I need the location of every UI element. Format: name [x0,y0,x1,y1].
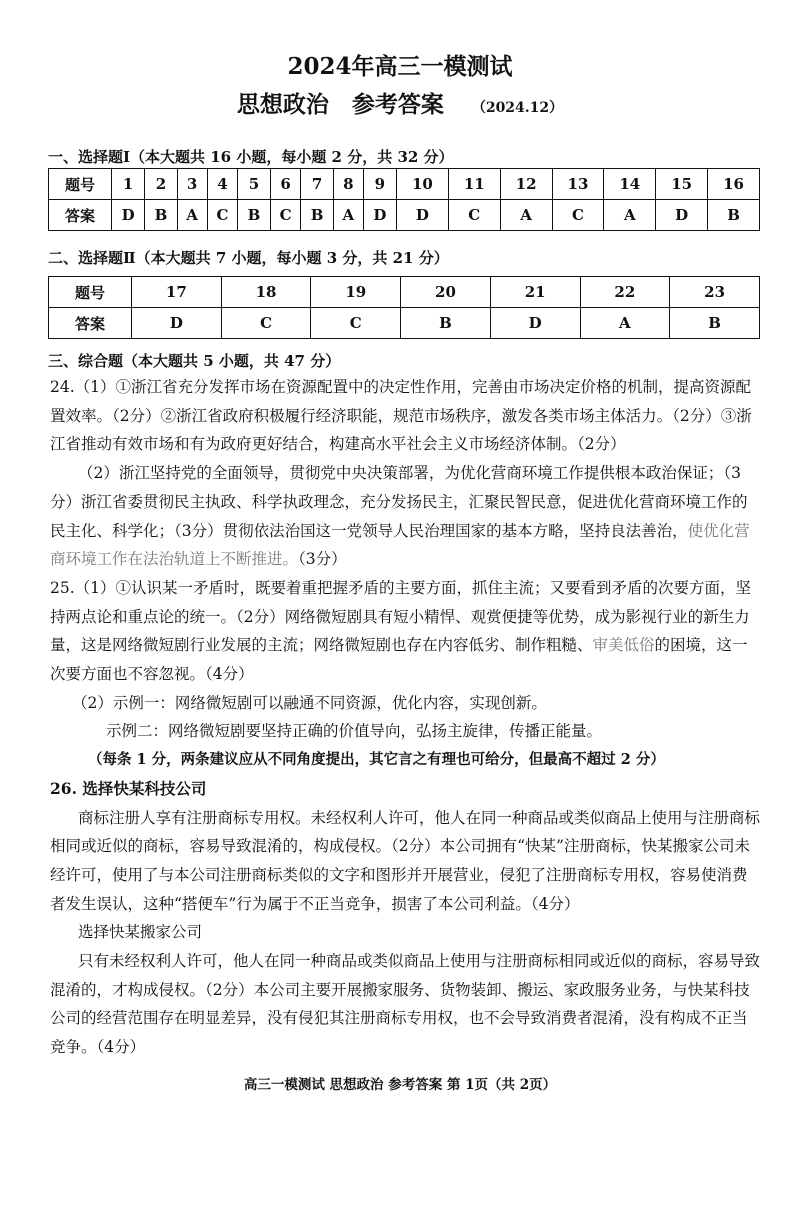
q25-part1 [50,574,760,689]
q25-part1-text: 25.（1）①认识某一矛盾时，既要着重把握矛盾的主要方面，抓住主流；又要看到矛盾的次要方面，坚持两点论和重点论的统一。（2分）网络微短剧具有短小精悍、观赏便捷等优势，成为影视行业的新生力量，这是网络微短剧行业发展的主流；网络微短剧也存在内容低劣、制作粗糙、 [50,578,752,655]
answer-cell: D [132,308,222,339]
q26-subtitle: 选择快某搬家公司 [78,923,203,942]
answer-cell: A [580,308,670,339]
question-number-cell: 7 [301,169,333,200]
question-number-cell: 6 [270,169,301,200]
answer-cell: B [670,308,760,339]
question-number-cell: 18 [221,277,311,308]
question-number-cell: 1 [112,169,145,200]
question-number-cell: 12 [500,169,552,200]
row-label-question: 题号 [49,277,132,308]
answer-cell: A [500,200,552,231]
section1-heading: 一、选择题Ⅰ（本大题共 16 小题，每小题 2 分，共 32 分） [48,148,454,166]
row-label-answer: 答案 [49,308,132,339]
question-number-cell: 2 [145,169,177,200]
question-number-cell: 17 [132,277,222,308]
question-number-cell: 3 [177,169,207,200]
page-title: 2024年高三一模测试 [287,53,513,80]
answer-cell: A [177,200,207,231]
answer-cell: B [708,200,760,231]
question-number-cell: 20 [401,277,491,308]
answer-cell: C [221,308,311,339]
section3-heading: 三、综合题（本大题共 5 小题，共 47 分） [48,352,341,370]
question-number-cell: 4 [207,169,238,200]
answer-table-2 [48,276,760,339]
q26-part2: 只有未经权利人许可，他人在同一种商品或类似商品上使用与注册商标相同或近似的商标，容易导致混淆的，才构成侵权。（2分）本公司主要开展搬家服务、货物装卸、搬运、家政服务业务，与快某科技公司的经营范围存在明显差异，没有侵犯其注册商标专用权，也不会导致消费者混淆，没有构成不正当竞争。（4分） [50,952,761,1057]
page-subtitle [0,86,800,119]
question-number-cell: 13 [552,169,604,200]
q24-part1: 24.（1）①浙江省充分发挥市场在资源配置中的决定性作用，完善由市场决定价格的机制，提高资源配置效率。（2分）②浙江省政府积极履行经济职能，规范市场秩序，激发各类市场主体活力。（2分）③浙江省推动有效市场和有为政府更好结合，构建高水平社会主义市场经济体制。（2分） [50,378,752,454]
row-label-question: 题号 [49,169,112,200]
q25-scoring-note: （每条 1 分，两条建议应从不同角度提出，其它言之有理也可给分，但最高不超过 2 分） [88,751,665,769]
question-number-cell: 16 [708,169,760,200]
question-number-cell: 22 [580,277,670,308]
answer-cell: C [270,200,301,231]
answer-cell: B [145,200,177,231]
answer-cell: A [604,200,656,231]
q25-example2: 示例二：网络微短剧要坚持正确的价值导向，弘扬主旋律，传播正能量。 [106,722,603,741]
answer-cell: B [401,308,491,339]
answer-cell: C [207,200,238,231]
question-number-cell: 5 [238,169,270,200]
answer-cell: B [301,200,333,231]
answer-table-1 [48,168,760,231]
q24-part2 [50,459,760,574]
question-number-cell: 10 [397,169,449,200]
page-footer: 高三一模测试 思想政治 参考答案 第 1页（共 2页） [243,1077,557,1093]
row-label-answer: 答案 [49,200,112,231]
section2-heading: 二、选择题Ⅱ（本大题共 7 小题，每小题 3 分，共 21 分） [48,249,449,267]
q24-part2-highlight: 使优化营商环境工作在法治轨道上不断推进。 [50,521,750,569]
question-number-cell: 19 [311,277,401,308]
q24-part2-score: （3分） [298,550,347,569]
q24-part2-text: （2）浙江坚持党的全面领导，贯彻党中央决策部署，为优化营商环境工作提供根本政治保证；（3分）浙江省委贯彻民主执政、科学执政理念，充分发扬民主，汇聚民智民意，促进优化营商环境工作的民主化、科学化；（3分）贯彻依法治国这一党领导人民治理国家的基本方略，坚持良法善治， [50,464,748,540]
subtitle-text: 思想政治 参考答案 [236,91,444,118]
answer-cell: D [363,200,396,231]
q25-example1: （2）示例一：网络微短剧可以融通不同资源，优化内容，实现创新。 [72,693,547,712]
q26-title: 26. 选择快某科技公司 [50,778,207,798]
exam-date: （2024.12） [471,100,564,116]
answer-cell: C [552,200,604,231]
answer-cell: C [311,308,401,339]
question-number-cell: 23 [670,277,760,308]
answer-cell: B [238,200,270,231]
question-number-cell: 9 [363,169,396,200]
q25-part1-end: 的困境，这一次要方面也不容忽视。（4分） [50,636,748,684]
answer-cell: D [656,200,708,231]
answer-cell: D [490,308,580,339]
answer-cell: C [448,200,500,231]
answer-body [50,373,760,1062]
answer-cell: D [112,200,145,231]
question-number-cell: 8 [333,169,363,200]
question-number-cell: 11 [448,169,500,200]
q26-part1: 商标注册人享有注册商标专用权。未经权利人许可，他人在同一种商品或类似商品上使用与注册商标相同或近似的商标，容易导致混淆的，构成侵权。（2分）本公司拥有“快某”注册商标，快某搬家公司未经许可，使用了与本公司注册商标类似的文字和图形并开展营业，侵犯了注册商标专用权，容易使消费者发生误认，这种“搭便车”行为属于不正当竞争，损害了本公司利益。（4分） [50,808,761,913]
question-number-cell: 14 [604,169,656,200]
question-number-cell: 15 [656,169,708,200]
question-number-cell: 21 [490,277,580,308]
answer-cell: A [333,200,363,231]
q25-part1-highlight: 审美低俗 [592,636,655,655]
answer-cell: D [397,200,449,231]
